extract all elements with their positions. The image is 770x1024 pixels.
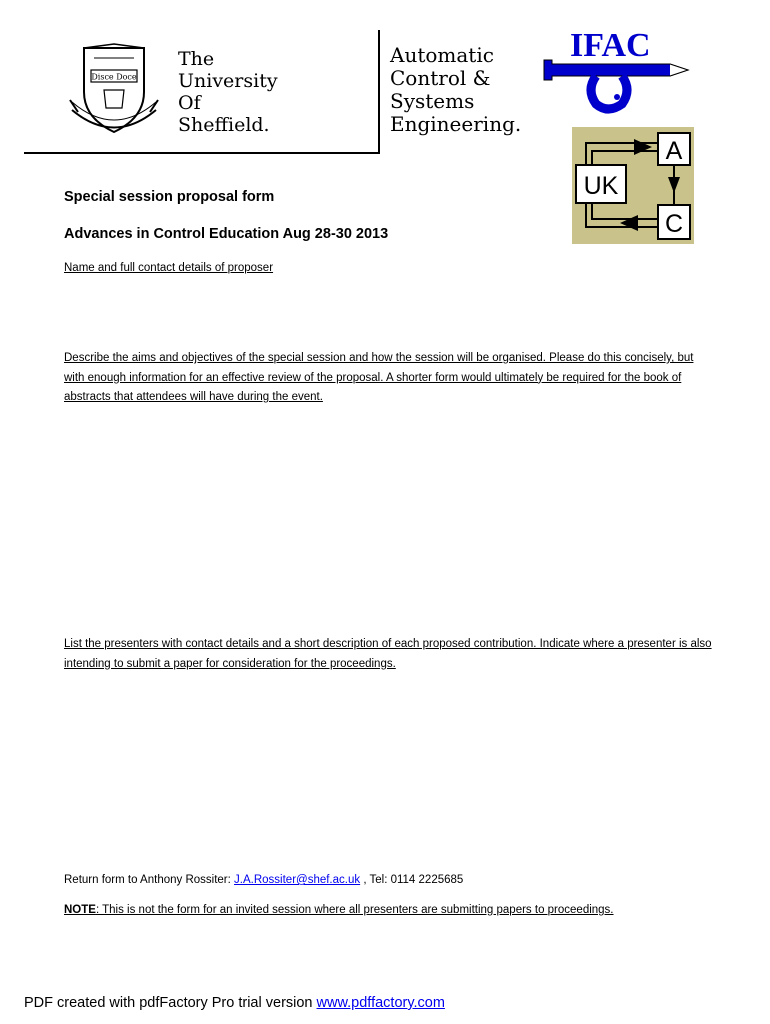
form-title: Special session proposal form xyxy=(64,189,275,205)
ukacc-logo-letter-uk: UK xyxy=(583,172,619,200)
return-instructions xyxy=(64,871,724,891)
section-proposer-heading: Name and full contact details of proposer xyxy=(64,262,274,274)
department-name-line-4: Engineering. xyxy=(390,112,522,136)
header-divider-horizontal xyxy=(24,152,380,154)
university-name-line-4: Sheffield. xyxy=(178,114,270,136)
return-email-link[interactable]: J.A.Rossiter@shef.ac.uk xyxy=(234,874,361,886)
department-name-line-2: Control & xyxy=(390,66,491,90)
university-name-line-3: Of xyxy=(178,92,201,114)
header-divider-vertical xyxy=(378,30,380,154)
ukacc-logo-letter-c: C xyxy=(664,210,684,238)
ukacc-logo-letter-a: A xyxy=(665,137,683,165)
pdffactory-link[interactable]: www.pdffactory.com xyxy=(316,995,445,1011)
return-suffix: , Tel: 0114 2225685 xyxy=(363,874,464,886)
university-name-line-2: University xyxy=(178,70,278,92)
section-presenters-heading: List the presenters with contact details and a short description of each proposed contribution. Indicate where a presenter is also intending to submit a paper for consideration for the proceedings. xyxy=(64,638,712,670)
university-name xyxy=(178,48,278,136)
university-name-line-1: The xyxy=(178,48,215,70)
pdf-footer xyxy=(24,995,445,1011)
ukacc-logo xyxy=(572,127,694,244)
pdf-footer-prefix: PDF created with pdfFactory Pro trial version xyxy=(24,995,317,1011)
university-crest-logo xyxy=(64,40,164,140)
crest-motto: Disce Doce xyxy=(91,72,137,82)
department-name xyxy=(390,44,521,136)
note-text: : This is not the form for an invited session where all presenters are submitting papers to proceedings. xyxy=(95,904,614,916)
ifac-logo xyxy=(540,24,690,114)
event-title: Advances in Control Education Aug 28-30 2013 xyxy=(64,226,389,242)
ifac-logo-text: IFAC xyxy=(570,27,651,64)
note xyxy=(64,901,724,921)
note-label: NOTE xyxy=(64,904,96,916)
department-name-line-1: Automatic xyxy=(390,43,494,67)
department-name-line-3: Systems xyxy=(390,89,475,113)
section-aims-heading: Describe the aims and objectives of the special session and how the session will be organised. Please do this concisely, but with enough information for an effective review of the proposal. A shorter form would ultimately be required for the book of abstracts that attendees will have during the event. xyxy=(64,352,694,403)
return-prefix: Return form to Anthony Rossiter: xyxy=(64,874,235,886)
